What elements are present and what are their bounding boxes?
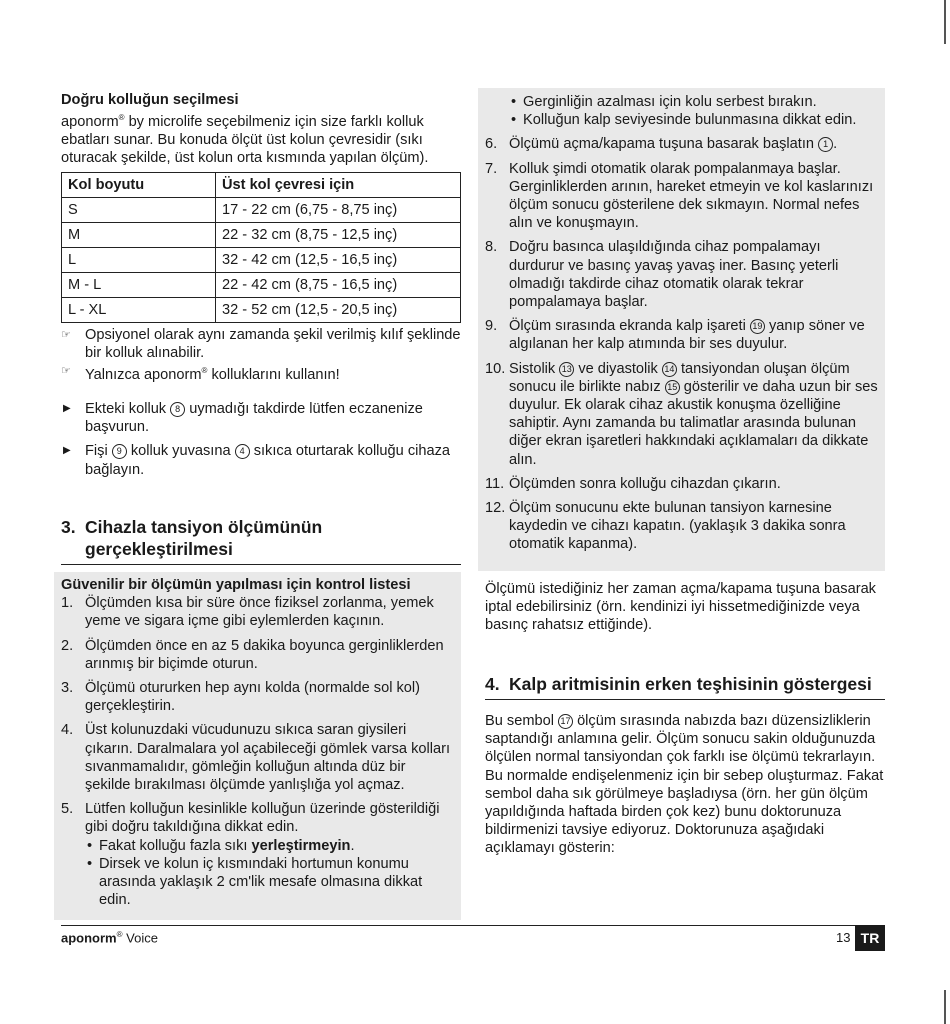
step-item: 9. Ölçüm sırasında ekranda kalp işareti 19 yanıp söner ve algılanan her kalp atımında bir ses duyulur. — [485, 318, 865, 353]
section-4-paragraph: Bu sembol 17 ölçüm sırasında nabızda bazı düzensizliklerin saptandığı anlamına gelir. Ölçüm sonucu sakin olduğunuzda ölçülen normal tansiyondan çok farklı ise ölçümü tekrarlayın. Bu normalde endişelenmeniz için bir sebep oluşturmaz. Fakat sembol daha sık görülmeye başladıysa (örn. her gün ölçüm yapıldığında haftada birden çok kez) bunu doktorunuza bildirmenizi tavsiye ediyoruz. Doktorunuza aşağıdaki açıklamayı gösterin: — [485, 713, 884, 857]
cuff-size-table — [61, 172, 461, 323]
checklist-item: 4. Üst kolunuzdaki vücudunuzu sıkıca saran giysileri çıkarın. Daralmalara yol açabileceği gömlek varsa kolları sıvanmamalıdır, gömleğin kolluğun altında düz bir şekilde bırakılması ölçümde yanlışlığa yol açmaz. — [61, 722, 450, 794]
instruction-item: ▶ Ekteki kolluk 8 uymadığı takdirde lütfen eczanenize başvurun. — [63, 401, 423, 436]
step-item: 10. Sistolik 13 ve diyastolik 14 tansiyondan oluşan ölçüm sonucu ile birlikte nabız 15 gösterilir ve daha uzun bir ses duyulur. Ek olarak cihaz akustik konuşma özelliğine sahiptir. Aynı zamanda bu talimatlar arasında bulunan diğer ekran işaretleri hakkındaki açıklamaları da dikkate alın. — [485, 360, 878, 468]
callout-number: 13 — [559, 362, 574, 377]
triangle-right-icon: ▶ — [63, 445, 71, 457]
table-header-row — [62, 173, 461, 198]
step-item: 6. Ölçümü açma/kapama tuşuna basarak başlatın 1 . — [485, 136, 838, 153]
steps-bullet: • Gerginliğin azalması için kolu serbest bırakın. — [509, 93, 878, 111]
checklist-item: 3. Ölçümü otururken hep aynı kolda (normalde sol kol) gerçekleştirin. — [61, 680, 421, 715]
step-item: 11. Ölçümden sonra kolluğu cihazdan çıkarın. — [485, 475, 781, 492]
table-cell: M - L — [62, 273, 216, 298]
table-cell: 22 - 32 cm (8,75 - 12,5 inç) — [216, 223, 461, 248]
callout-number: 8 — [170, 402, 185, 417]
cancel-paragraph: Ölçümü istediğiniz her zaman açma/kapama tuşuna basarak iptal edebilirsiniz (örn. kendinizi iyi hissetmediğinizde veya basınç rahatsız ettiğinde). — [485, 581, 876, 634]
step-item: 8. Doğru basınca ulaşıldığında cihaz pompalamayı durdurur ve basınç yavaş yavaş iner. Basınç yeterli olmadığı takdirde cihaz otomatik olarak tekrar pompalamaya başlar. — [485, 239, 839, 311]
table-cell: 32 - 42 cm (12,5 - 16,5 inç) — [216, 248, 461, 273]
table-row — [62, 298, 461, 323]
table-cell: L - XL — [62, 298, 216, 323]
checklist-item: 2. Ölçümden önce en az 5 dakika boyunca gerginliklerden arınmış bir biçimde oturun. — [61, 637, 444, 672]
page-edge-mark — [944, 0, 946, 44]
table-header-cell: Kol boyutu — [62, 173, 216, 198]
instruction-item: ▶ Fişi 9 kolluk yuvasına 4 sıkıca oturtarak kolluğu cihaza bağlayın. — [63, 443, 451, 478]
checklist-item: 5. Lütfen kolluğun kesinlikle kolluğun üzerinde gösterildiği gibi doğru takıldığına dikkat edin. • Fakat kolluğu fazla sıkı yerleştirmeyin. • Dirsek ve kolun iç kısmındaki hortumun konumu arasında yaklaşık 2 cm'lik mesafe olmasına dikkat edin. — [61, 800, 454, 909]
steps-box — [478, 88, 885, 571]
triangle-right-icon: ▶ — [63, 403, 71, 414]
callout-number: 15 — [665, 380, 680, 395]
pointing-hand-icon: ☞ — [61, 329, 71, 341]
notes-block — [61, 326, 461, 384]
cuff-selection-intro: aponorm® by microlife seçebilmeniz için size farklı kolluk ebatları sunar. Bu konuda ölçüt üst kolun çevresidir (sıkı oturacak şekilde, üst kolun orta kısmında yapılan ölçüm). — [61, 113, 429, 167]
callout-number: 9 — [112, 444, 127, 459]
footer-rule — [61, 925, 885, 926]
section-3-heading: 3. Cihazla tansiyon ölçümünün gerçekleştirilmesi — [61, 516, 461, 565]
callout-number: 4 — [235, 444, 250, 459]
pointing-hand-icon: ☞ — [61, 365, 71, 378]
footer-brand: aponorm® Voice — [61, 930, 158, 946]
page-edge-mark — [944, 990, 946, 1024]
table-cell: 17 - 22 cm (6,75 - 8,75 inç) — [216, 198, 461, 223]
table-header-cell: Üst kol çevresi için — [216, 173, 461, 198]
cuff-selection-heading: Doğru kolluğun seçilmesi — [61, 92, 239, 108]
checklist-bullet: • Fakat kolluğu fazla sıkı yerleştirmeyin. — [85, 837, 454, 855]
table-cell: M — [62, 223, 216, 248]
language-badge: TR — [855, 925, 885, 951]
checklist-title: Güvenilir bir ölçümün yapılması için kontrol listesi — [61, 577, 411, 593]
instructions-block — [61, 400, 461, 479]
table-cell: L — [62, 248, 216, 273]
callout-number: 17 — [558, 714, 573, 729]
callout-number: 1 — [818, 137, 833, 152]
checklist-item: 1. Ölçümden kısa bir süre önce fiziksel zorlanma, yemek yeme ve sigara içme gibi eylemlerden kaçının. — [61, 595, 434, 630]
table-row — [62, 223, 461, 248]
callout-number: 19 — [750, 319, 765, 334]
table-row — [62, 198, 461, 223]
step-item: 12. Ölçüm sonucunu ekte bulunan tansiyon karnesine kaydedin ve cihazı kapatın. (yaklaşık 3 dakika sonra otomatik kapanma). — [485, 500, 846, 553]
note-item: ☞ Opsiyonel olarak aynı zamanda şekil verilmiş kılıf şeklinde bir kolluk alınabilir. — [61, 327, 461, 362]
table-cell: 22 - 42 cm (8,75 - 16,5 inç) — [216, 273, 461, 298]
page-number: 13 — [836, 930, 851, 945]
checklist-box — [54, 572, 461, 920]
checklist-bullet: • Dirsek ve kolun iç kısmındaki hortumun konumu arasında yaklaşık 2 cm'lik mesafe olmasına dikkat edin. — [85, 855, 454, 910]
section-4-heading: 4. Kalp aritmisinin erken teşhisinin göstergesi — [485, 673, 885, 700]
table-cell: S — [62, 198, 216, 223]
callout-number: 14 — [662, 362, 677, 377]
note-item: ☞ Yalnızca aponorm® kolluklarını kullanın! — [61, 362, 461, 384]
table-row — [62, 248, 461, 273]
table-row — [62, 273, 461, 298]
step-item: 7. Kolluk şimdi otomatik olarak pompalanmaya başlar. Gerginliklerden arının, hareket etmeyin ve kol kaslarınızı ölçüm sonucu gösterilene dek sıkmayın. Normal nefes alın ve konuşmayın. — [485, 160, 874, 232]
steps-bullet: • Kolluğun kalp seviyesinde bulunmasına dikkat edin. — [509, 111, 878, 129]
cuff-selection-block — [61, 91, 461, 168]
table-cell: 32 - 52 cm (12,5 - 20,5 inç) — [216, 298, 461, 323]
